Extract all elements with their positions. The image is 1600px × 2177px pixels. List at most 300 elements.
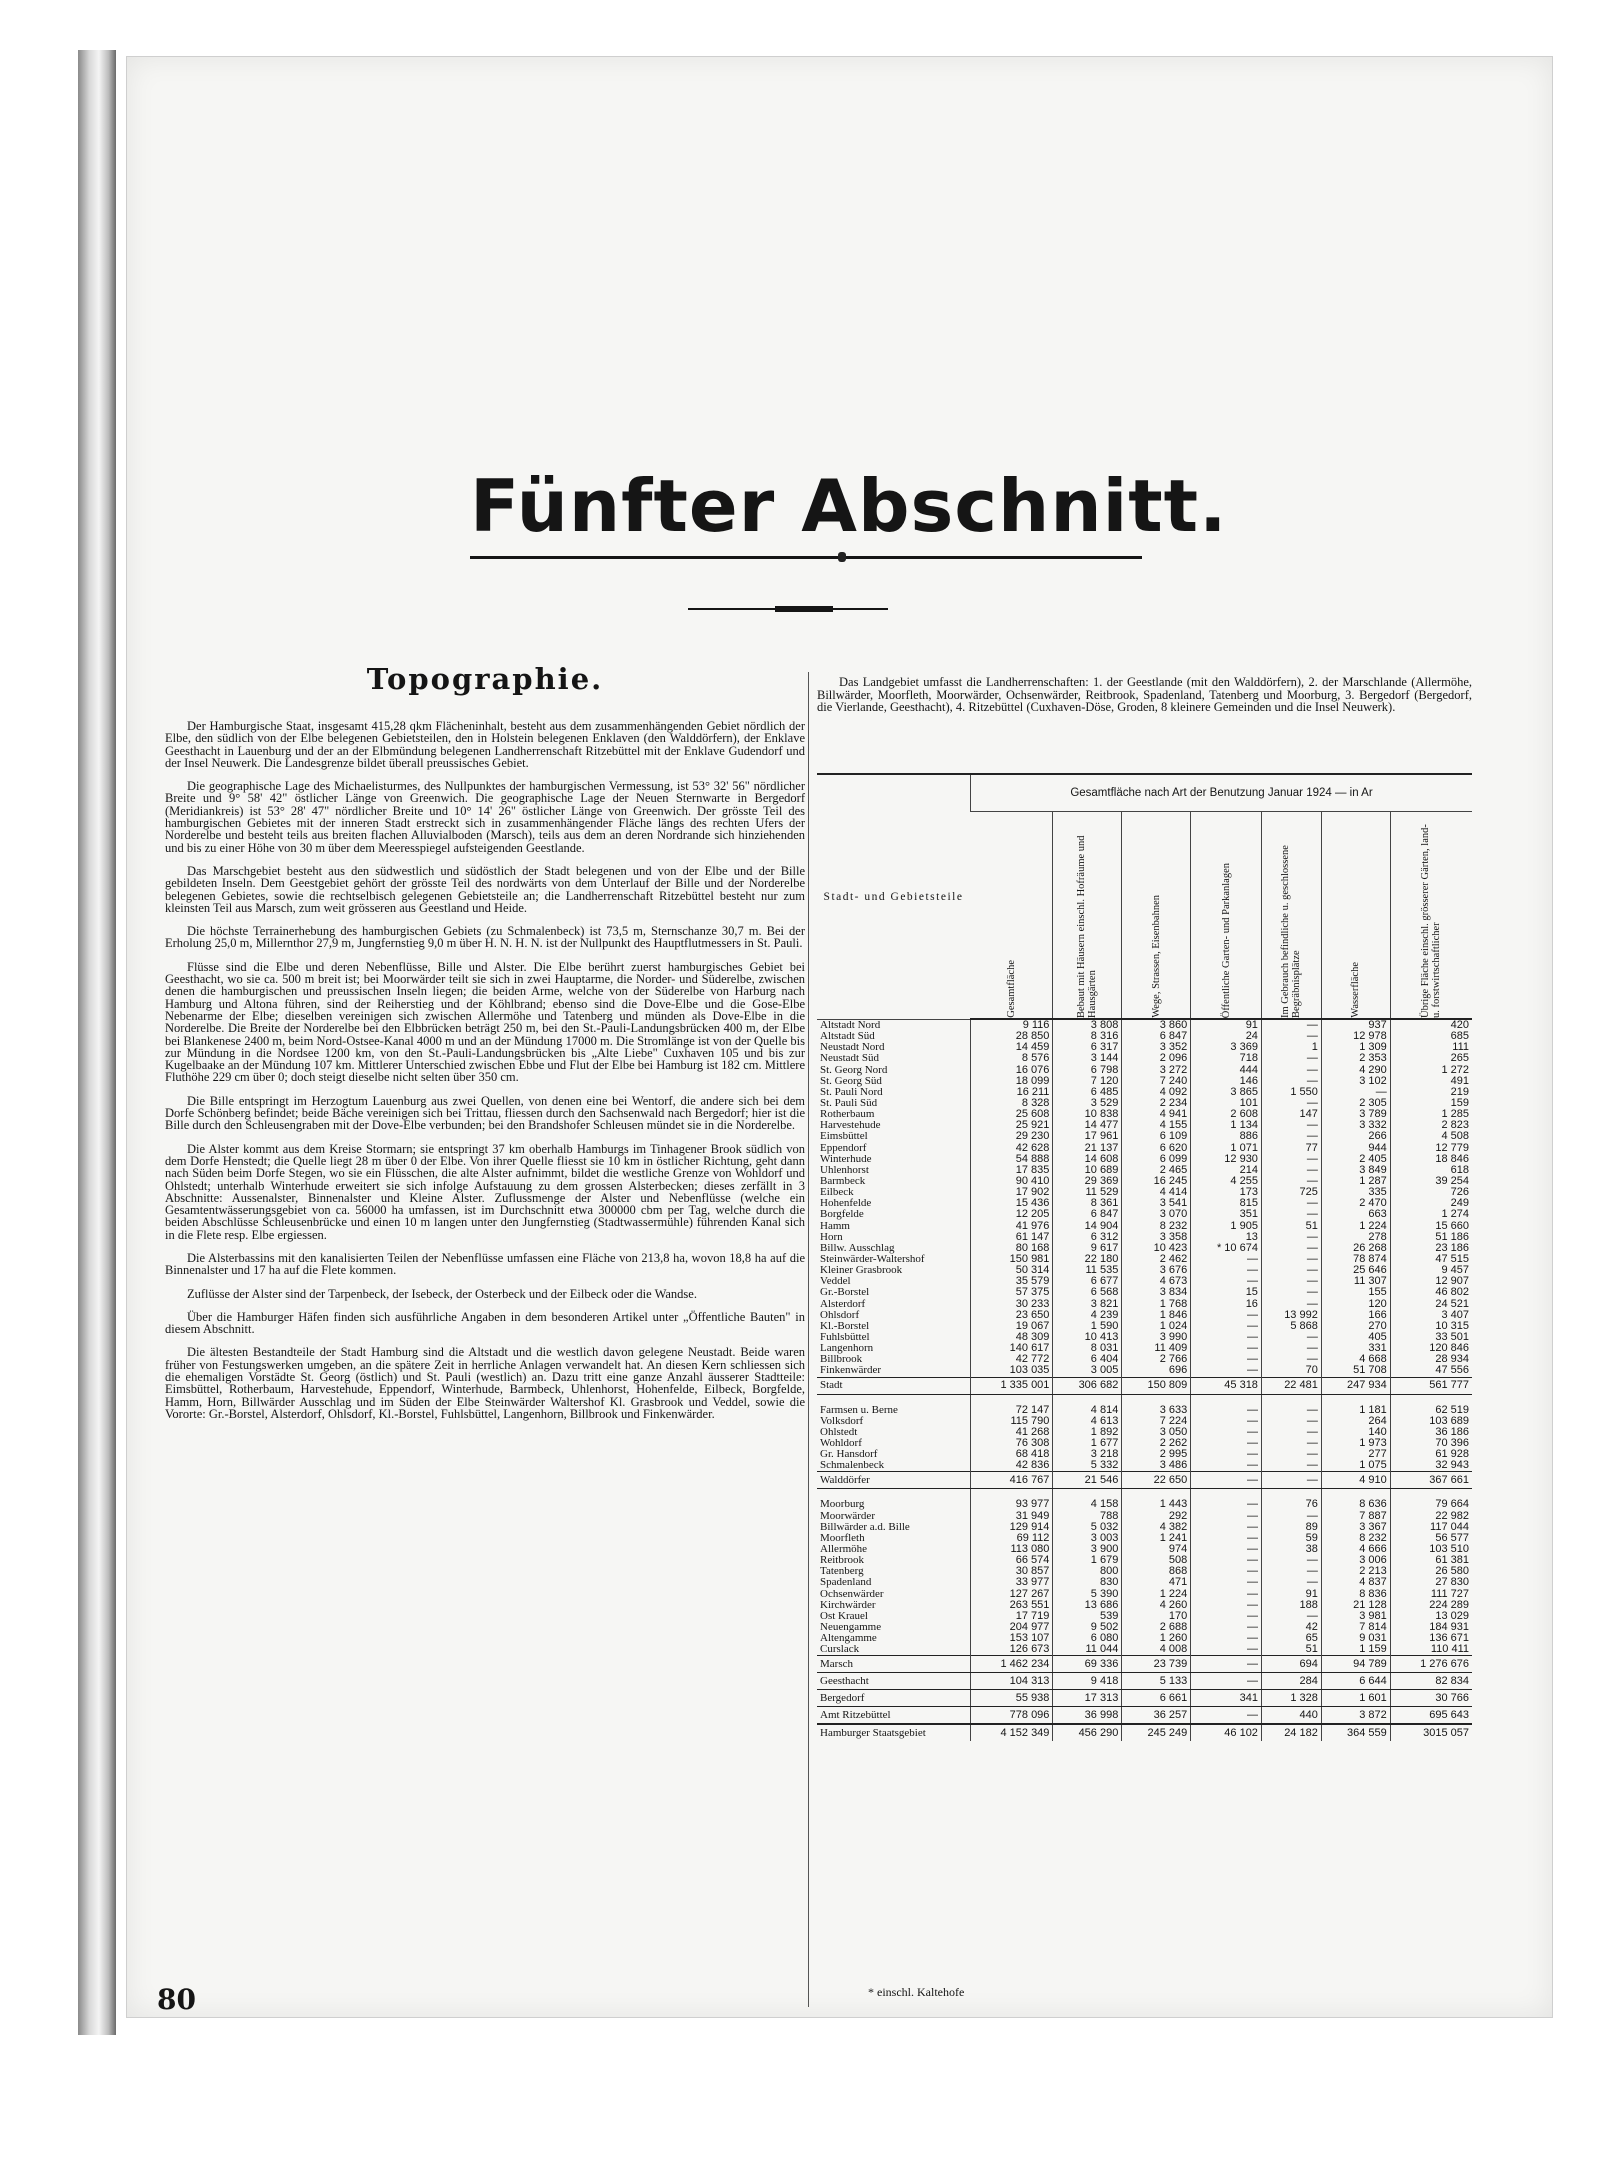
column-header-label: Gesamtfläche [1005,960,1017,1018]
table-cell: 26 580 [1390,1566,1472,1577]
paragraph: Die Bille entspringt im Herzogtum Lauenburg aus zwei Quellen, von denen eine bei Wentorf, die andere sich bei dem Dorfe Schönberg befindet; beide Bäche vereinigen sich bei Trittau, fliessen durch den Sachsenwald nach Bergedorf; hier ist die Bille durch den Schleusengraben mit der Dove-Elbe verbunden; bei den Brandshofer Schleusen mündet sie in die Norderelbe. [165,1093,805,1133]
table-cell: 147 [1261,1109,1321,1120]
row-name: Winterhude [820,1152,872,1165]
table-cell: 7 887 [1321,1510,1390,1521]
table-cell: 2 213 [1321,1566,1390,1577]
table-cell: 94 789 [1321,1656,1390,1673]
table-cell: 4 382 [1122,1522,1191,1533]
table-cell: 6 644 [1321,1673,1390,1690]
table-cell: — [1191,1343,1262,1354]
table-cell: 278 [1321,1232,1390,1243]
table-cell: 420 [1390,1019,1472,1031]
table-cell: 440 [1261,1707,1321,1725]
table-cell: 33 977 [971,1577,1053,1588]
table-cell: 4 155 [1122,1120,1191,1131]
table-cell: 1 287 [1321,1176,1390,1187]
table-cell: 3 872 [1321,1707,1390,1725]
table-cell: 4 837 [1321,1577,1390,1588]
table-cell: 886 [1191,1131,1262,1142]
table-cell: 24 521 [1390,1299,1472,1310]
table-cell: — [1261,1299,1321,1310]
table-cell: 22 650 [1122,1472,1191,1489]
table-cell: 3015 057 [1390,1724,1472,1741]
table-cell [971,1394,1053,1405]
table-cell: 868 [1122,1566,1191,1577]
text-body [165,720,805,1420]
table-cell: 13 686 [1053,1600,1122,1611]
table-cell: 1 846 [1122,1310,1191,1321]
table-cell: 47 556 [1390,1365,1472,1377]
table-cell: 17 719 [971,1611,1053,1622]
table-cell: 13 992 [1261,1310,1321,1321]
table-cell: — [1191,1566,1262,1577]
table-cell: 4 910 [1321,1472,1390,1489]
table-cell: 110 411 [1390,1644,1472,1656]
table-cell: 2 465 [1122,1165,1191,1176]
table-cell: — [1261,1611,1321,1622]
table-cell: 2 608 [1191,1109,1262,1120]
right-column [817,676,1472,714]
table-cell: 89 [1261,1522,1321,1533]
table-cell: — [1191,1522,1262,1533]
table-cell: — [1191,1365,1262,1377]
table-cell: 23 186 [1390,1243,1472,1254]
column-divider [808,672,809,2007]
table-cell: 61 381 [1390,1555,1472,1566]
table-cell: 14 477 [1053,1120,1122,1131]
table-cell: 335 [1321,1187,1390,1198]
table-row [817,1287,1472,1298]
table-cell: 153 107 [971,1633,1053,1644]
table-cell: — [1191,1254,1262,1265]
table-cell: 21 137 [1053,1143,1122,1154]
table-cell: 5 032 [1053,1522,1122,1533]
table-cell: 471 [1122,1577,1191,1588]
table-cell: 8 361 [1053,1198,1122,1209]
table-cell: 284 [1261,1673,1321,1690]
row-name: Neuengamme [820,1620,882,1633]
table-cell: — [1261,1405,1321,1416]
table-row [817,1394,1472,1405]
table-cell: 15 660 [1390,1221,1472,1232]
table-row [817,1377,1472,1394]
table-cell: — [1261,1332,1321,1343]
table-cell: 1 973 [1321,1438,1390,1449]
row-name: Billwärder a.d. Bille [820,1520,910,1533]
table-cell: 28 934 [1390,1354,1472,1365]
table-cell: 140 617 [971,1343,1053,1354]
table-cell: 21 128 [1321,1600,1390,1611]
table-cell: 14 459 [971,1042,1053,1053]
table-row [817,1405,1472,1416]
table-cell: 42 628 [971,1143,1053,1154]
table-cell [1191,1394,1262,1405]
table-cell: — [1191,1633,1262,1644]
row-name: Gr.-Borstel [820,1286,870,1299]
table-cell: 18 099 [971,1076,1053,1087]
table-cell: 72 147 [971,1405,1053,1416]
table-cell: 245 249 [1122,1724,1191,1741]
row-name: Borgfelde [820,1208,864,1221]
table-cell: 2 995 [1122,1449,1191,1460]
group-header: Gesamtfläche nach Art der Benutzung Januar 1924 — in Ar [971,774,1473,812]
table-cell: 1 550 [1261,1087,1321,1098]
table-cell: — [1261,1065,1321,1076]
table-cell: 30 766 [1390,1690,1472,1707]
paragraph: Die Alsterbassins mit den kanalisierten Teilen der Nebenflüsse umfassen eine Fläche von 213,8 ha, wovon 18,8 ha auf die Binnenalster und 17 ha auf die Flete kommen. [165,1250,805,1278]
table-cell: 48 309 [971,1332,1053,1343]
table-cell: 38 [1261,1544,1321,1555]
table-row [817,1221,1472,1232]
table-cell: 2 262 [1122,1438,1191,1449]
table-cell: — [1191,1405,1262,1416]
row-name: St. Georg Nord [820,1063,888,1076]
table-cell: 47 515 [1390,1254,1472,1265]
left-column [165,662,805,1431]
table-cell: 456 290 [1053,1724,1122,1741]
row-name: Horn [820,1230,843,1243]
table-cell: 2 823 [1390,1120,1472,1131]
table-cell: 8 316 [1053,1031,1122,1042]
table-cell: 17 961 [1053,1131,1122,1142]
table-cell: — [1261,1131,1321,1142]
table-cell: 22 481 [1261,1377,1321,1394]
table-cell: 10 423 [1122,1243,1191,1254]
row-name: Harvestehude [820,1119,881,1132]
table-cell: 150 981 [971,1254,1053,1265]
row-name: Schmalenbeck [820,1459,885,1472]
table-cell: 4 152 349 [971,1724,1053,1741]
paragraph: Das Marschgebiet besteht aus den südwestlich und südöstlich der Stadt belegenen und von der Elbe und der Bille gebildeten Inseln. Dem Geestgebiet gehört der grösste Teil des nordwärts von dem Unterlauf der Bille und der Norderelbe belegenen Gebietes, sowie die rechtselbisch gelegenen Gebietsteile an; die Landherrenschaft Ritzebüttel besteht nur zum kleinsten Teil aus Marsch, zum weit grösseren aus Geestland und Heide. [165,863,805,915]
table-cell: 8 232 [1122,1221,1191,1232]
table-cell: 265 [1390,1053,1472,1064]
table-cell: 6 080 [1053,1633,1122,1644]
table-cell [1122,1394,1191,1405]
row-name: Stadt [817,1377,971,1394]
table-cell: 1 071 [1191,1143,1262,1154]
table-cell: 341 [1191,1690,1262,1707]
ornament-bar [775,606,833,612]
table-cell: 4 008 [1122,1644,1191,1656]
table-cell: 3 633 [1122,1405,1191,1416]
table-cell: 2 470 [1321,1198,1390,1209]
table-cell: 277 [1321,1449,1390,1460]
table-cell: — [1191,1276,1262,1287]
table-cell: 3 102 [1321,1076,1390,1087]
table-cell: 2 353 [1321,1053,1390,1064]
table-cell: 3 860 [1122,1019,1191,1031]
table-cell: 6 485 [1053,1087,1122,1098]
table-cell: 146 [1191,1076,1262,1087]
table-cell: 28 850 [971,1031,1053,1042]
table-cell: 129 914 [971,1522,1053,1533]
table-cell: — [1191,1310,1262,1321]
table-cell: 3 900 [1053,1544,1122,1555]
table-cell: — [1261,1154,1321,1165]
table-cell: 1 679 [1053,1555,1122,1566]
row-name: Altstadt Nord [820,1018,881,1031]
row-name: Spadenland [820,1576,872,1589]
row-name: Fuhlsbüttel [820,1331,870,1343]
row-name: Altstadt Süd [820,1030,875,1043]
table-cell: 3 821 [1053,1299,1122,1310]
table-cell: 3 005 [1053,1365,1122,1377]
table-cell: 126 673 [971,1644,1053,1656]
table-cell: — [1191,1510,1262,1521]
row-name: Kl.-Borstel [820,1319,870,1332]
table-cell: — [1261,1120,1321,1131]
table-cell: — [1261,1098,1321,1109]
table-cell: 3 218 [1053,1449,1122,1460]
table-row [817,1076,1472,1087]
table-cell: — [1191,1472,1262,1489]
table-cell: 1 328 [1261,1690,1321,1707]
table-cell: 204 977 [971,1622,1053,1633]
table-row [817,1690,1472,1707]
table-cell: 3 070 [1122,1209,1191,1220]
table-cell: — [1191,1544,1262,1555]
table-cell: 35 579 [971,1276,1053,1287]
table-cell: 6 568 [1053,1287,1122,1298]
row-name: Gr. Hansdorf [820,1448,878,1461]
column-header [1053,812,1122,1020]
table-cell: 15 [1191,1287,1262,1298]
table-row [817,1588,1472,1599]
table-cell: 3 789 [1321,1109,1390,1120]
table-row [817,1053,1472,1064]
table-cell: 6 099 [1122,1154,1191,1165]
table-cell: 1 159 [1321,1644,1390,1656]
table-cell: — [1261,1232,1321,1243]
table-cell: — [1191,1321,1262,1332]
table-row [817,1673,1472,1690]
column-header [1321,812,1390,1020]
table-cell: 66 574 [971,1555,1053,1566]
table-cell: 2 234 [1122,1098,1191,1109]
row-name: Bergedorf [817,1690,971,1707]
paragraph: Die geographische Lage des Michaelisturmes, des Nullpunktes der hamburgischen Vermessung, ist 53° 32' 56" nördlicher Breite und 9° 58' 42" östlicher Länge von Greenwich. Die geographische Lage der Neuen Sternwarte in Bergedorf (Meridiankreis) ist 53° 28' 47" nördlicher Breite und 10° 14' 26" östlicher Länge von Greenwich. Der grösste Teil des hamburgischen Gebietes mit der inneren Stadt erstreckt sich in zusammenhängender Fläche längs des rechten Ufers der Norderelbe und besteht teils aus breiten flachen Alluvialboden (Marsch), teils aus dem an deren Nordrande sich hinziehenden und bis zu einer Höhe von 30 m über dem Meeresspiegel aufsteigenden Geestlande. [165,779,805,855]
table-cell: 16 245 [1122,1176,1191,1187]
table-cell: 830 [1053,1577,1122,1588]
table-cell: 8 328 [971,1098,1053,1109]
table-cell: 120 846 [1390,1343,1472,1354]
table-cell: 30 233 [971,1299,1053,1310]
table-cell: 3 808 [1053,1019,1122,1031]
table-cell: 1 274 [1390,1209,1472,1220]
table-cell: 54 888 [971,1154,1053,1165]
table-cell: 12 779 [1390,1143,1472,1154]
table-cell: — [1191,1449,1262,1460]
page-number: 80 [157,1983,196,2016]
column-header-label: Im Gebrauch befindliche u. geschlossene Begräbnisplätze [1280,845,1303,1018]
table-cell [1053,1394,1122,1405]
table-cell: 788 [1053,1510,1122,1521]
table-cell: 117 044 [1390,1522,1472,1533]
table-cell: 3 006 [1321,1555,1390,1566]
table-cell: 1 024 [1122,1321,1191,1332]
table-cell: 9 031 [1321,1633,1390,1644]
table-cell: 127 267 [971,1588,1053,1599]
table-cell: 4 092 [1122,1087,1191,1098]
table-cell: 45 318 [1191,1377,1262,1394]
table-cell: — [1261,1449,1321,1460]
row-name: Tatenberg [820,1565,864,1578]
table-cell: * 10 674 [1191,1243,1262,1254]
row-name: Moorwärder [820,1509,875,1522]
table-cell: 93 977 [971,1499,1053,1510]
table-cell: 725 [1261,1187,1321,1198]
table-cell: 663 [1321,1209,1390,1220]
paragraph: Die höchste Terrainerhebung des hamburgischen Gebiets (zu Schmalenbeck) ist 73,5 m, Sternschanze 30,7 m. Bei der Erholung 25,0 m, Millernthor 27,9 m, Jungfernstieg 9,0 m über H. N. H. N. ist der Nullpunkt des Hauptflutmessers in St. Pauli. [165,924,805,951]
table-cell: 51 186 [1390,1232,1472,1243]
table-cell: 6 404 [1053,1354,1122,1365]
table-cell: 17 313 [1053,1690,1122,1707]
table-cell: — [1191,1588,1262,1599]
table-cell: — [1191,1622,1262,1633]
table-cell: 416 767 [971,1472,1053,1489]
table-cell: — [1261,1276,1321,1287]
table-cell: — [1261,1472,1321,1489]
table-cell: 46 802 [1390,1287,1472,1298]
row-name: St. Pauli Süd [820,1097,878,1110]
table-cell: 12 907 [1390,1276,1472,1287]
table-cell: 11 529 [1053,1187,1122,1198]
table-cell: — [1261,1209,1321,1220]
table-cell: 3 834 [1122,1287,1191,1298]
table-row [817,1510,1472,1521]
table-cell: 82 834 [1390,1673,1472,1690]
row-name: Neustadt Nord [820,1041,885,1054]
table-cell: 2 096 [1122,1053,1191,1064]
table-cell: 3 352 [1122,1042,1191,1053]
table-cell: 9 457 [1390,1265,1472,1276]
table-cell: 367 661 [1390,1472,1472,1489]
row-name: Ohlsdorf [820,1308,860,1321]
table-cell: — [1261,1076,1321,1087]
table-cell: 2 405 [1321,1154,1390,1165]
table-cell: — [1261,1287,1321,1298]
table-cell: 6 847 [1053,1209,1122,1220]
row-name: Farmsen u. Berne [820,1403,898,1416]
row-name: Hamburger Staatsgebiet [817,1724,971,1741]
table-cell: 3 144 [1053,1053,1122,1064]
row-name: Ost Krauel [820,1609,868,1622]
row-name: Hamm [820,1219,850,1232]
row-name: Marsch [817,1656,971,1673]
table-cell: 8 636 [1321,1499,1390,1510]
table-cell: 1 335 001 [971,1377,1053,1394]
table-cell: 26 268 [1321,1243,1390,1254]
table-cell: — [1261,1165,1321,1176]
table-cell: 5 133 [1122,1673,1191,1690]
row-name: Veddel [820,1275,851,1288]
table-cell: 3 486 [1122,1460,1191,1472]
table-cell: 18 846 [1390,1154,1472,1165]
table-cell: 150 809 [1122,1377,1191,1394]
table-cell: — [1261,1343,1321,1354]
table-cell: 3 003 [1053,1533,1122,1544]
row-name: Finkenwärder [820,1364,882,1377]
table-cell: 10 315 [1390,1321,1472,1332]
table-cell: 61 928 [1390,1449,1472,1460]
table-cell: 4 673 [1122,1276,1191,1287]
row-name: Uhlenhorst [820,1163,869,1176]
row-name: Langenhorn [820,1342,874,1355]
table-cell: 1 224 [1122,1588,1191,1599]
table-cell: 4 668 [1321,1354,1390,1365]
table-cell: 79 664 [1390,1499,1472,1510]
table-cell: 2 766 [1122,1354,1191,1365]
table-cell: 13 029 [1390,1611,1472,1622]
table-row [817,1472,1472,1489]
table-cell: 10 838 [1053,1109,1122,1120]
table-cell: 4 941 [1122,1109,1191,1120]
table-cell: 11 409 [1122,1343,1191,1354]
table-cell: 78 874 [1321,1254,1390,1265]
table-cell: — [1191,1707,1262,1725]
table-cell: 1 224 [1321,1221,1390,1232]
table-cell: 937 [1321,1019,1390,1031]
table-cell: 103 689 [1390,1416,1472,1427]
table-cell: 6 620 [1122,1143,1191,1154]
table-cell: 6 847 [1122,1031,1191,1042]
table-cell: 331 [1321,1343,1390,1354]
row-name: Moorfleth [820,1531,865,1544]
table-cell: — [1261,1566,1321,1577]
table-cell: 76 308 [971,1438,1053,1449]
table-cell: 31 949 [971,1510,1053,1521]
table-cell: 5 868 [1261,1321,1321,1332]
column-header [1122,812,1191,1020]
table-cell: 685 [1390,1031,1472,1042]
ink-mark [838,552,846,562]
column-header-label: Übrige Fläche einschl. grösserer Gärten, land- u. forstwirtschaftlicher [1420,824,1443,1018]
table-cell: 36 186 [1390,1427,1472,1438]
table-cell: 405 [1321,1332,1390,1343]
row-name: Curslack [820,1643,860,1656]
table-cell: 7 240 [1122,1076,1191,1087]
name-column-header: Stadt- und Gebietsteile [817,774,971,1019]
row-name: Eilbeck [820,1186,854,1199]
table-cell: — [1191,1438,1262,1449]
table-cell: 11 535 [1053,1265,1122,1276]
table-cell: 22 982 [1390,1510,1472,1521]
table-cell: 51 708 [1321,1365,1390,1377]
table-cell: 778 096 [971,1707,1053,1725]
table-cell: 25 646 [1321,1265,1390,1276]
table-cell: 491 [1390,1076,1472,1087]
table-cell: — [1261,1438,1321,1449]
table-cell: 3 369 [1191,1042,1262,1053]
table-cell: 56 577 [1390,1533,1472,1544]
table-cell: 11 307 [1321,1276,1390,1287]
table-cell: 68 418 [971,1449,1053,1460]
table-cell: 155 [1321,1287,1390,1298]
column-header [1191,812,1262,1020]
table-cell: 5 390 [1053,1588,1122,1599]
table-cell: 70 396 [1390,1438,1472,1449]
table-cell [1390,1394,1472,1405]
table-cell: — [1261,1243,1321,1254]
table-cell: 33 501 [1390,1332,1472,1343]
table-cell: — [1191,1644,1262,1656]
table-cell: — [1261,1198,1321,1209]
table-cell: 11 044 [1053,1644,1122,1656]
table-cell: 696 [1122,1365,1191,1377]
table-cell: 14 904 [1053,1221,1122,1232]
table-cell: 1 260 [1122,1633,1191,1644]
row-name [817,1394,971,1405]
